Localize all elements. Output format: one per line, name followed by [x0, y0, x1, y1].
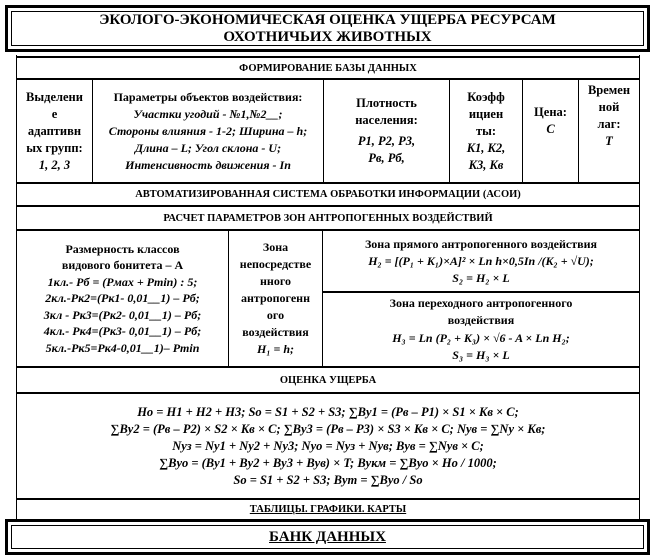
bonitet-class-5: 5кл.-Pк5=Pк4-0,01__1)– Pmin: [45, 340, 200, 355]
zone2-formula-h: H₂ = [(P₁ + K₁)×A]² × Ln h×0,5In /(K₂ + √U);: [368, 253, 594, 268]
zone1-label-1: Зона: [262, 240, 289, 254]
tables-row: [16, 498, 640, 519]
damage-formula-4: ∑Вyo = (Вy1 + Вy2 + Вy3 + Вyв) × T; Вyкм = ∑Вyo × Ho / 1000;: [159, 455, 497, 470]
zone1-formula: H₁ = h;: [256, 342, 295, 356]
zone1-cell: [229, 231, 323, 366]
coefficients-label-2: ициен: [468, 106, 504, 121]
bonitet-heading-2: видового бонитета – А: [61, 258, 184, 273]
coefficients-values-2: K3, Kв: [468, 157, 504, 172]
zone1-label-2: непосредстве: [239, 257, 312, 271]
lag-label-2: ной: [598, 100, 620, 114]
zones-row: [16, 229, 640, 366]
groups-value: 1, 2, 3: [38, 157, 71, 172]
zones-right: [323, 231, 639, 366]
params-line-1: Участки угодий - №1,№2__;: [133, 106, 283, 121]
formation-header: [16, 56, 640, 78]
zone3-cell: [323, 293, 639, 366]
bonitet-heading-1: Размерность классов: [65, 241, 180, 256]
price-cell: [523, 80, 579, 182]
coefficients-values-1: K1, K2,: [466, 140, 506, 155]
density-label-2: населения:: [355, 113, 418, 127]
groups-label-1: Выделени: [26, 89, 83, 104]
title-box: [5, 5, 650, 52]
zone3-heading-1: Зона переходного антропогенного: [389, 295, 573, 310]
groups-label-3: адаптивн: [27, 123, 82, 138]
price-value: C: [546, 122, 555, 136]
formation-header-label: ФОРМИРОВАНИЕ БАЗЫ ДАННЫХ: [239, 62, 417, 74]
density-values-2: Pв, Pб,: [368, 151, 405, 165]
coefficients-label-3: ты:: [475, 123, 497, 138]
zones-header-row: [16, 205, 640, 229]
params-heading: Параметры объектов воздействия:: [113, 89, 303, 104]
formation-row: [16, 78, 640, 182]
zone1-label-6: воздействия: [242, 325, 309, 339]
lag-label-1: Времен: [587, 83, 631, 97]
damage-formula-3: Nyз = Ny1 + Ny2 + Ny3; Nyo = Nyз + Nyв; Вyв = ∑Nyв × C;: [172, 438, 484, 453]
density-values-1: P1, P2, P3,: [357, 134, 416, 148]
params-line-4: Интенсивность движения - In: [125, 157, 291, 172]
price-label: Цена:: [534, 105, 567, 119]
damage-formulas: [16, 392, 640, 498]
bonitet-class-4: 4кл.- Pк4=(Pк3- 0,01__1) – Pб;: [43, 324, 202, 339]
zone2-formula-s: S₂ = H₂ × L: [452, 270, 510, 285]
density-cell: [324, 80, 450, 182]
damage-header-row: [16, 366, 640, 392]
coefficients-label-1: Коэфф: [467, 89, 505, 104]
bonitet-cell: [17, 231, 229, 366]
zone3-formula-h: H₃ = Ln (P₂ + K₃) × √6 - A × Ln H₂;: [392, 330, 570, 345]
groups-label-2: е: [51, 106, 58, 121]
asoi-row: [16, 182, 640, 205]
tables-label: ТАБЛИЦЫ. ГРАФИКИ. КАРТЫ: [249, 504, 407, 515]
groups-label-4: ых групп:: [26, 140, 83, 155]
bonitet-class-1: 1кл.- Pб = (Pмах + Pmin) : 5;: [47, 274, 198, 289]
params-line-2: Стороны влияния - 1-2; Ширина – h;: [108, 123, 308, 138]
lag-cell: [579, 80, 639, 182]
zone3-heading-2: воздействия: [447, 313, 515, 327]
lag-label-3: лаг:: [597, 117, 621, 131]
params-cell: [93, 80, 324, 182]
bonitet-class-2: 2кл.-Pк2=(Pк1- 0,01__1) – Pб;: [45, 291, 200, 306]
zone1-label-5: ого: [266, 308, 285, 322]
title-line-2: ОХОТНИЧЬИХ ЖИВОТНЫХ: [223, 28, 432, 45]
zone2-cell: [323, 231, 639, 293]
damage-formula-2: ∑Вy2 = (Pв – P2) × S2 × Kв × C; ∑Вy3 = (Pв – P3) × S3 × Kв × C; Nyв = ∑Ny × Kв;: [110, 421, 546, 436]
bonitet-class-3: 3кл - Pк3=(Pк2- 0,01__1) – Pб;: [43, 307, 202, 322]
params-line-3: Длина – L; Угол склона - U;: [134, 140, 282, 155]
coefficients-cell: [450, 80, 523, 182]
asoi-label: АВТОМАТИЗИРОВАННАЯ СИСТЕМА ОБРАБОТКИ ИНФОРМАЦИИ (АСОИ): [135, 189, 521, 200]
groups-cell: [17, 80, 93, 182]
damage-formula-1: Ho = H1 + H2 + H3; So = S1 + S2 + S3; ∑Вy1 = (Pв – P1) × S1 × Kв × C;: [137, 404, 519, 419]
lag-value: T: [605, 134, 613, 148]
zone1-label-4: антропогенн: [241, 291, 310, 305]
zones-header-label: РАСЧЕТ ПАРАМЕТРОВ ЗОН АНТРОПОГЕННЫХ ВОЗДЕЙСТВИЙ: [163, 212, 493, 224]
zone2-heading: Зона прямого антропогенного воздействия: [364, 236, 598, 251]
title-line-1: ЭКОЛОГО-ЭКОНОМИЧЕСКАЯ ОЦЕНКА УЩЕРБА РЕСУРСАМ: [99, 11, 556, 28]
zone3-formula-s: S₃ = H₃ × L: [452, 348, 510, 362]
zone1-label-3: нного: [260, 274, 291, 288]
damage-formula-5: So = S1 + S2 + S3; Вyт = ∑Вyo / So: [233, 472, 423, 487]
bank-box: [5, 519, 650, 555]
damage-header-label: ОЦЕНКА УЩЕРБА: [279, 374, 377, 386]
density-label-1: Плотность: [356, 96, 417, 110]
bank-label: БАНК ДАННЫХ: [269, 528, 386, 545]
